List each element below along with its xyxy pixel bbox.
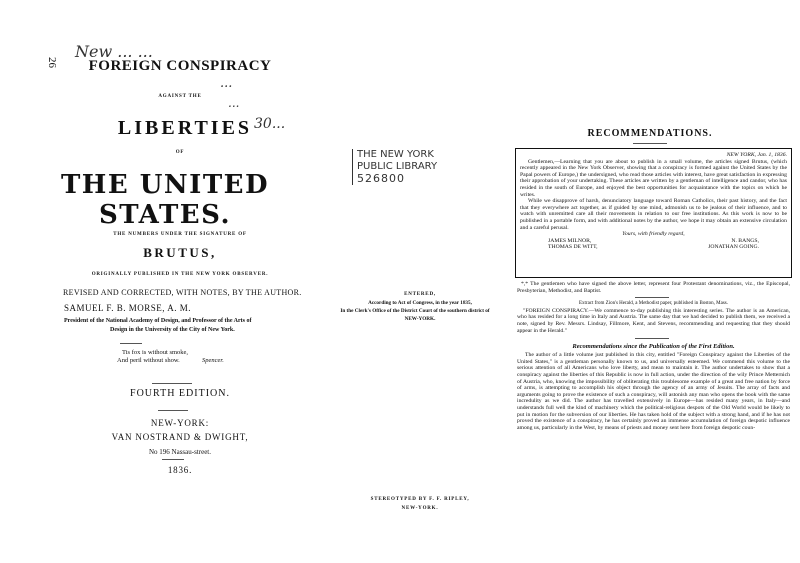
signers-row-2 (520, 244, 787, 251)
signer-name: JAMES MILNOR, (548, 237, 592, 244)
letter-paragraph-2: While we disapprove of harsh, denunciatory language toward Roman Catholics, their past history, and the fact that they everywhere act together, as if guided by one mind, admonish us to be jealous of their influence, and to watch with unremitted care all their movements in relation to our free institutions. As this work is now to be published in a portable form, and with additional notes by the author, we hope it may obtain an extensive circulation and a careful perusal. (520, 198, 787, 231)
handwritten-note-top: New ... ... (75, 42, 153, 61)
signer-name: THOMAS DE WITT, (548, 244, 598, 251)
originally-published-line: ORIGINALLY PUBLISHED IN THE NEW YORK OBSERVER. (91, 272, 269, 277)
letter-paragraph-1: Gentlemen,—Learning that you are about to publish in a small volume, the articles signed Brutus, (which recently appeared in the New York Observer, showing that a conspiracy is formed against the United States by the Papal powers of Europe,) the undersigned, who read those articles with interest, have great satisfaction in expressing their approbation of your undertaking. These articles are written by a gentleman of intelligence and candor, who has resided in the south of Europe, and enjoyed the best opportunities for acquaintance with the topics on which he writes. (520, 158, 787, 198)
signer-name: N. BANGS, (731, 237, 759, 244)
epigraph-line2: And peril without show. (117, 357, 180, 364)
epigraph-author: Spencer. (202, 357, 224, 364)
letter-dateline: NEW YORK, Jan. 1, 1836. (726, 152, 787, 158)
author-name: SAMUEL F. B. MORSE, A. M. (64, 303, 191, 313)
extract-source: Extract from Zion's Herald, a Methodist paper, published in Boston, Mass. (578, 301, 728, 307)
entered-line3: NEW-YORK. (404, 316, 436, 322)
author-title-line2: Design in the University of the City of New York. (110, 327, 235, 333)
title-line-of: OF (175, 150, 185, 155)
recommendation-text: The author of a little volume just published in this city, entitled "Foreign Conspiracy against the Liberties of the United States," is a gentleman personally known to us, and universally esteemed. We commend this volume to the serious attention of all Americans who love liberty, and mean to maintain it. The author undertakes to show that a conspiracy against the liberties of this Republic is now in full action, under the direction of the wily Prince Metternich of Austria, who, knowing the impossibility of obliterating this troublesome example of a great and free nation by force of arms, is attempting to accomplish his object through the agency of an army of Jesuits. The array of facts and arguments going to prove the existence of such a conspiracy, will astonish any man who opens the book with the same incredulity as we did. The author has travelled extensively in Europe—has resided many years, in Italy—and understands full well the kind of machinery which the political-religious despots of the Old World would be likely to put in motion for the subversion of our liberties. He has taken hold of the subject with a strong hand, and if he has not proved the existence of a conspiracy, he has certainly proved an immense accumulation of foreign despotic influence among us, particularly in the West, by means of priests and money sent here from foreign despotic coun- (517, 352, 790, 431)
library-stamp (352, 149, 437, 185)
title-line-liberties: LIBERTIES (117, 117, 253, 139)
entered-line2: In the Clerk's Office of the District Court of the southern district of (340, 308, 490, 314)
epigraph-line1: Tis fox is without smoke, (122, 349, 189, 356)
divider (633, 143, 667, 144)
page-number: 26 (46, 57, 58, 68)
recommendation-letter-box (515, 148, 792, 278)
stamp-line3: 526800 (357, 172, 405, 185)
divider (120, 343, 142, 344)
divider (635, 338, 669, 339)
divider (162, 459, 184, 460)
letter-closing: Yours, with friendly regard, (622, 231, 685, 238)
handwritten-note-mid1: ... (220, 76, 233, 91)
numbers-line: THE NUMBERS UNDER THE SIGNATURE OF (113, 232, 247, 237)
divider (635, 297, 669, 298)
recommendations-since-heading: Recommendations since the Publication of the First Edition. (572, 343, 735, 351)
recommendations-heading: RECOMMENDATIONS. (587, 128, 713, 139)
recommendations-page (505, 0, 800, 563)
title-line-foreign-conspiracy: FOREIGN CONSPIRACY (88, 58, 272, 74)
imprint-year: 1836. (167, 465, 193, 475)
extract-text: "FOREIGN CONSPIRACY.—We commence to-day publishing this interesting series. The author is an American, who has resided for a long time in Italy and Austria. The same day that we had decided to publish them, we received a note, signed by Rev. Messrs. Lindsay, Fillmore, Kent, and Stevens, recommending and requesting that they should appear in the Herald." (517, 307, 790, 334)
imprint-city: NEW-YORK: (150, 418, 210, 428)
signers-row-1 (520, 238, 787, 245)
footnote-block (517, 281, 790, 431)
stereotyped-line: STEREOTYPED BY F. F. RIPLEY, (370, 497, 470, 502)
divider (152, 383, 192, 384)
copyright-page (330, 0, 505, 563)
signers-footnote: *,* The gentlemen who have signed the above letter, represent four Protestant denominations, viz., the Episcopal, Presbyterian, Methodist, and Baptist. (517, 281, 790, 294)
stamp-line2: PUBLIC LIBRARY (357, 161, 438, 172)
handwritten-note-mid2: ... (228, 96, 240, 110)
revised-line: REVISED AND CORRECTED, WITH NOTES, BY THE AUTHOR. (63, 288, 302, 297)
handwritten-catalog-number: 30... (254, 116, 286, 132)
pseudonym-brutus: BRUTUS, (143, 245, 217, 260)
title-line-against-the: AGAINST THE (158, 94, 202, 99)
imprint-publisher: VAN NOSTRAND & DWIGHT, (111, 432, 249, 442)
edition-line: FOURTH EDITION. (130, 388, 230, 399)
title-page (0, 0, 330, 563)
title-line-united-states: THE UNITED STATES. (60, 170, 270, 230)
imprint-address: No 196 Nassau-street. (148, 448, 211, 456)
stereotyped-city: NEW-YORK. (401, 506, 439, 511)
entered-line1: According to Act of Congress, in the year 1835, (368, 300, 472, 306)
entered-heading: ENTERED, (404, 292, 436, 297)
author-title-line1: President of the National Academy of Design, and Professor of the Arts of (64, 318, 252, 324)
stamp-line1: THE NEW YORK (357, 149, 434, 160)
signer-name: JONATHAN GOING. (708, 244, 759, 251)
divider (158, 410, 188, 411)
